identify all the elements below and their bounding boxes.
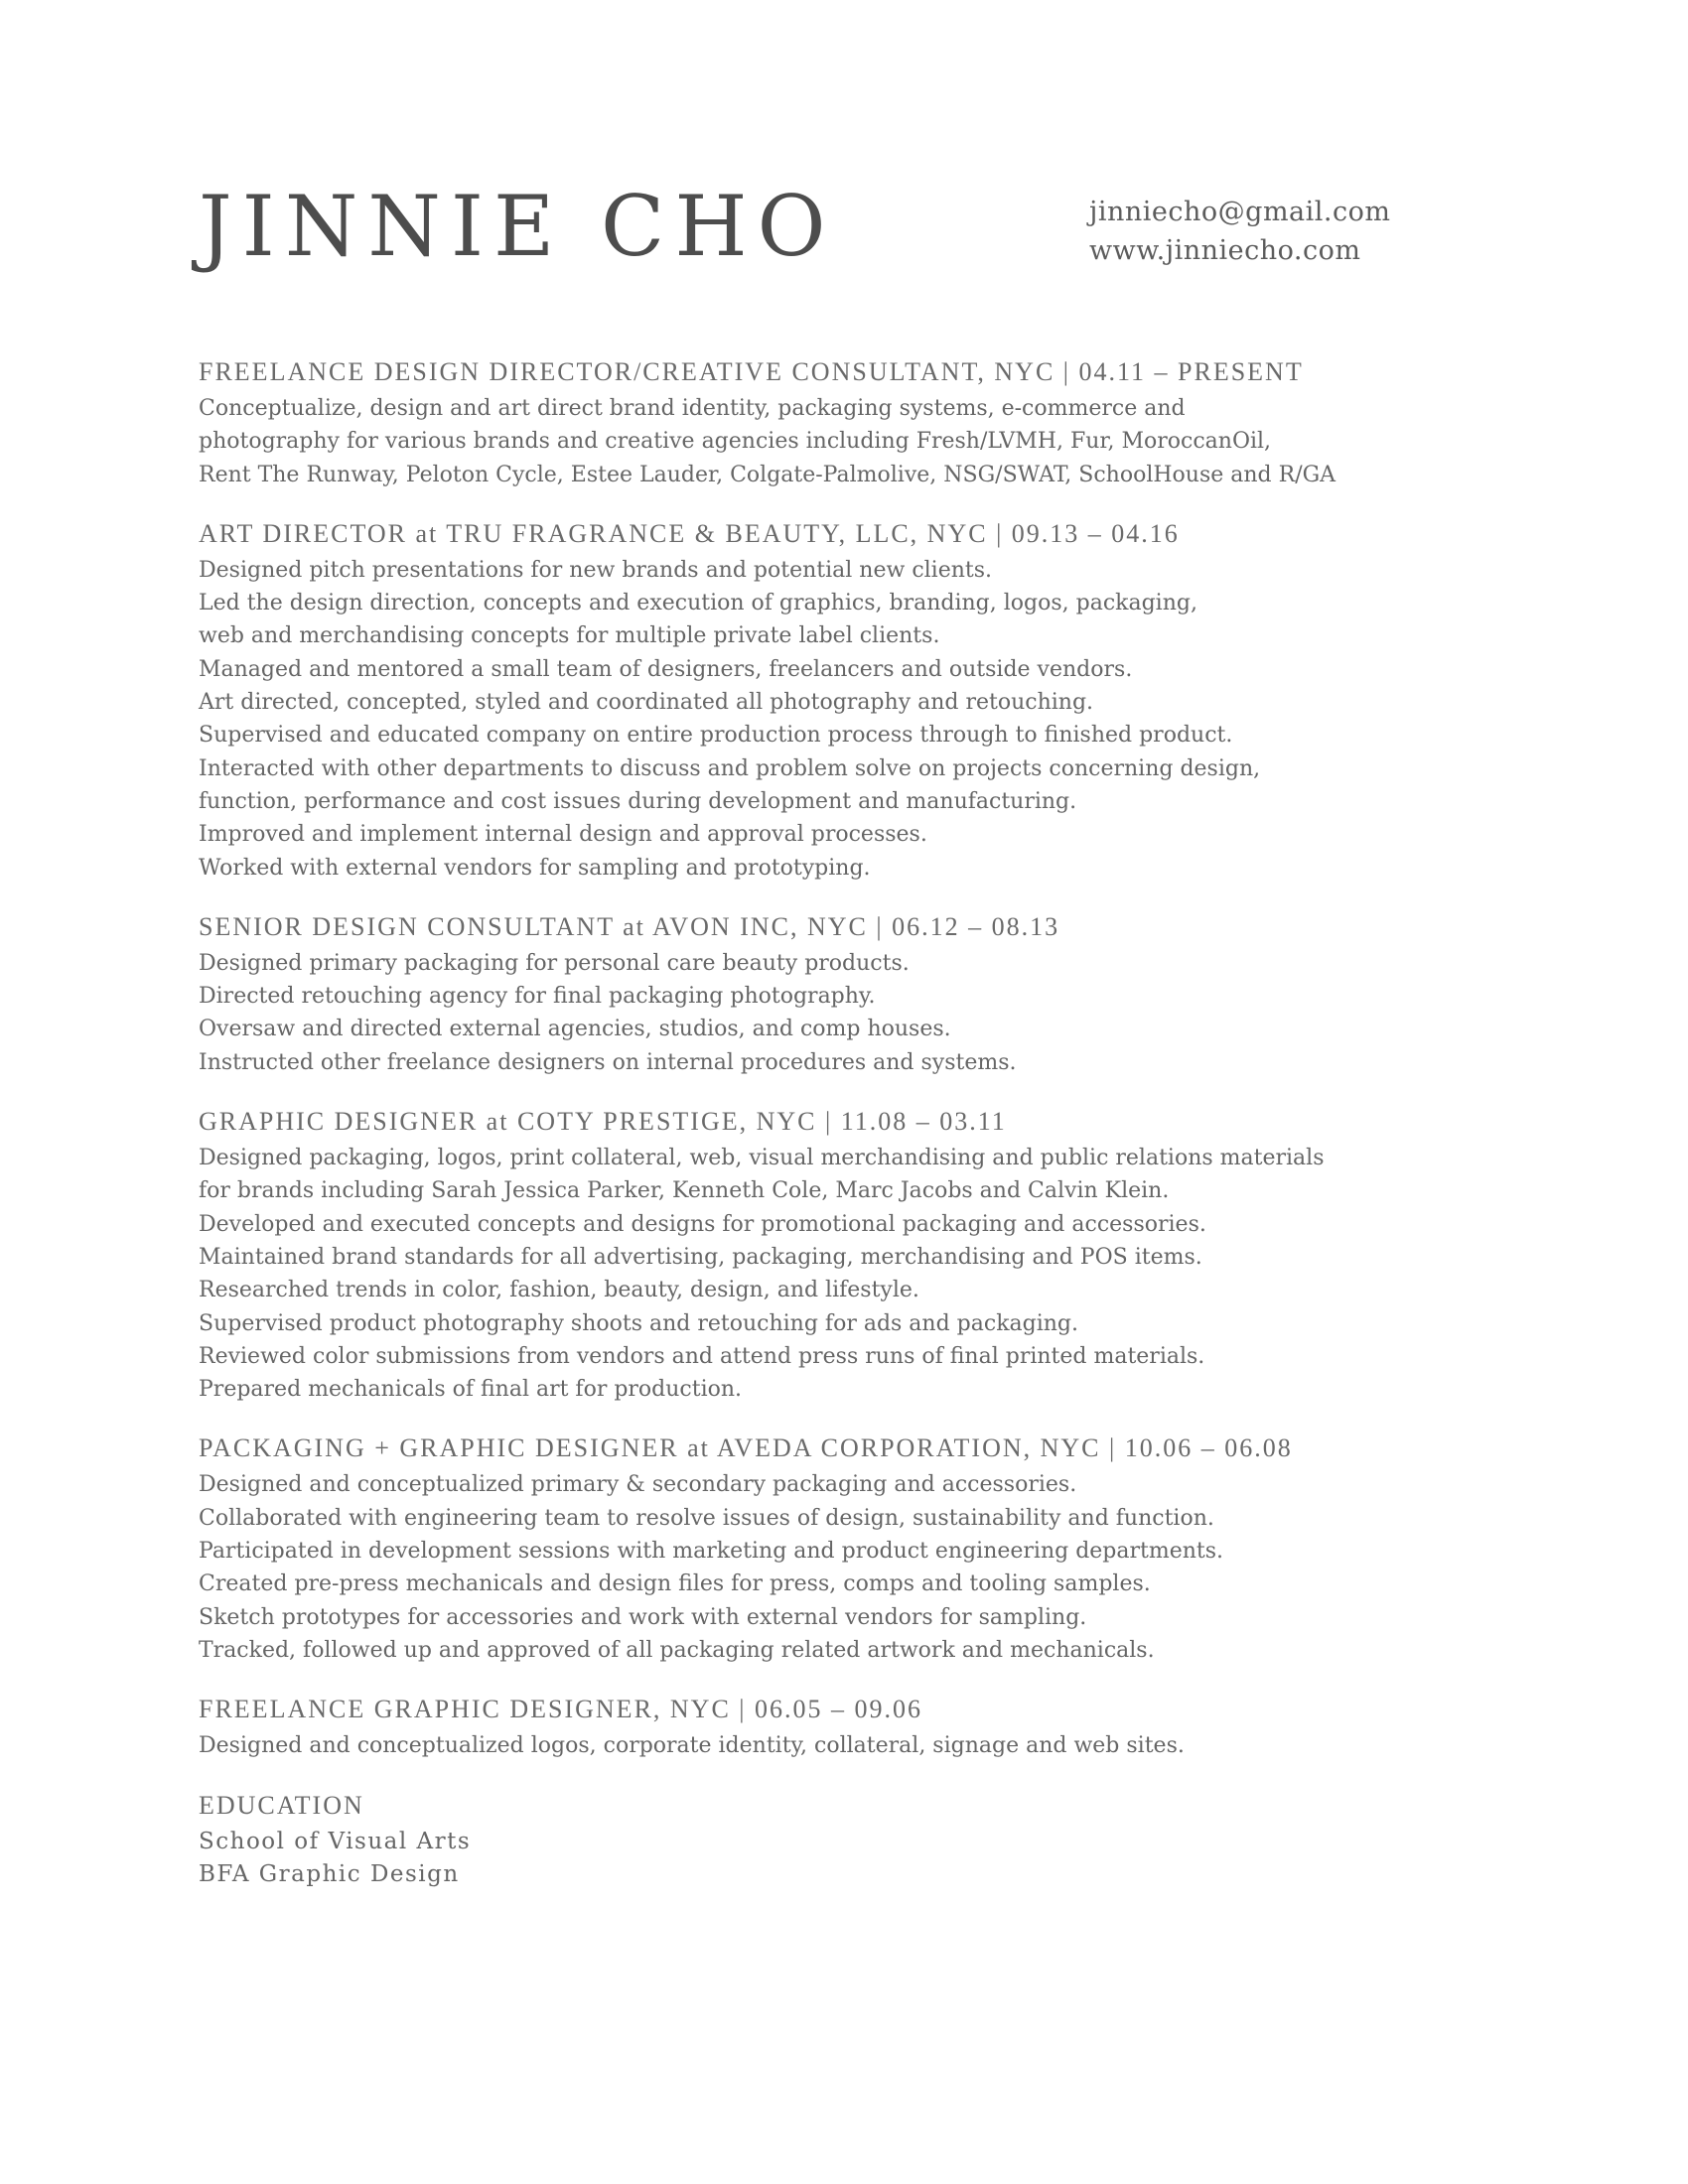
experience-section-coty-prestige (199, 1104, 1489, 1406)
job-heading: FREELANCE DESIGN DIRECTOR/CREATIVE CONSULTANT, NYC | 04.11 – PRESENT (199, 357, 1304, 386)
job-description-line: Supervised product photography shoots and retouching for ads and packaging. (199, 1310, 1079, 1336)
job-heading: SENIOR DESIGN CONSULTANT at AVON INC, NYC | 06.12 – 08.13 (199, 911, 1060, 941)
job-description-line: Designed primary packaging for personal care beauty products. (199, 950, 910, 976)
job-description-line: Rent The Runway, Peloton Cycle, Estee Lauder, Colgate-Palmolive, NSG/SWAT, SchoolHouse and R/GA (199, 462, 1336, 487)
email-address: jinniecho@gmail.com (1089, 197, 1391, 227)
experience-section-avon (199, 909, 1489, 1079)
job-description-line: function, performance and cost issues during development and manufacturing. (199, 788, 1077, 814)
job-description-line: Maintained brand standards for all advertising, packaging, merchandising and POS items. (199, 1244, 1202, 1270)
resume-name: JINNIE CHO (199, 178, 836, 275)
job-description-line: Designed pitch presentations for new brands and potential new clients. (199, 557, 993, 583)
job-heading: GRAPHIC DESIGNER at COTY PRESTIGE, NYC | 11.08 – 03.11 (199, 1107, 1007, 1137)
job-description-line: Created pre-press mechanicals and design files for press, comps and tooling samples. (199, 1571, 1151, 1597)
job-description-line: Oversaw and directed external agencies, studios, and comp houses. (199, 1017, 951, 1042)
job-description-line: Managed and mentored a small team of designers, freelancers and outside vendors. (199, 656, 1133, 682)
job-description-line: Researched trends in color, fashion, beauty, design, and lifestyle. (199, 1278, 919, 1303)
job-description-line: Improved and implement internal design and approval processes. (199, 822, 927, 848)
job-description-line: photography for various brands and creative agencies including Fresh/LVMH, Fur, MoroccanOil, (199, 429, 1272, 455)
education-degree: BFA Graphic Design (199, 1860, 460, 1887)
education-section (199, 1788, 1489, 1892)
job-description-line: Designed and conceptualized logos, corporate identity, collateral, signage and web sites. (199, 1733, 1185, 1759)
education-heading: EDUCATION (199, 1790, 364, 1820)
experience-section-aveda (199, 1431, 1489, 1667)
job-description-line: for brands including Sarah Jessica Parker, Kenneth Cole, Marc Jacobs and Calvin Klein. (199, 1178, 1170, 1204)
job-description-line: Reviewed color submissions from vendors and attend press runs of final printed materials. (199, 1343, 1205, 1369)
website-address: www.jinniecho.com (1089, 235, 1361, 266)
experience-section-freelance-graphic-designer (199, 1692, 1489, 1762)
job-description-line: web and merchandising concepts for multiple private label clients. (199, 623, 940, 649)
job-description-line: Designed and conceptualized primary & secondary packaging and accessories. (199, 1472, 1077, 1498)
contact-block (1089, 193, 1390, 270)
job-description-line: Participated in development sessions with marketing and product engineering departments. (199, 1539, 1224, 1565)
job-description-line: Art directed, concepted, styled and coordinated all photography and retouching. (199, 690, 1094, 716)
job-description-line: Designed packaging, logos, print collateral, web, visual merchandising and public relations materials (199, 1146, 1325, 1171)
experience-section-freelance-design-director (199, 354, 1489, 491)
job-description-line: Collaborated with engineering team to resolve issues of design, sustainability and function. (199, 1505, 1214, 1531)
job-description-line: Prepared mechanicals of final art for production. (199, 1377, 743, 1403)
job-description-line: Directed retouching agency for final packaging photography. (199, 984, 876, 1010)
job-description-line: Led the design direction, concepts and execution of graphics, branding, logos, packaging, (199, 591, 1197, 616)
job-description-line: Worked with external vendors for sampling and prototyping. (199, 855, 871, 881)
education-school: School of Visual Arts (199, 1828, 472, 1854)
job-description-line: Sketch prototypes for accessories and work with external vendors for sampling. (199, 1604, 1087, 1630)
job-description-line: Developed and executed concepts and designs for promotional packaging and accessories. (199, 1211, 1206, 1237)
experience-section-tru-fragrance (199, 516, 1489, 885)
job-description-line: Tracked, followed up and approved of all packaging related artwork and mechanicals. (199, 1637, 1155, 1663)
job-description-line: Conceptualize, design and art direct brand identity, packaging systems, e-commerce and (199, 396, 1186, 421)
job-heading: FREELANCE GRAPHIC DESIGNER, NYC | 06.05 – 09.06 (199, 1695, 923, 1724)
resume-content (199, 354, 1489, 1891)
job-description-line: Instructed other freelance designers on internal procedures and systems. (199, 1049, 1017, 1075)
job-heading: PACKAGING + GRAPHIC DESIGNER at AVEDA CORPORATION, NYC | 10.06 – 06.08 (199, 1433, 1293, 1463)
job-description-line: Supervised and educated company on entire production process through to finished product. (199, 723, 1233, 749)
job-heading: ART DIRECTOR at TRU FRAGRANCE & BEAUTY, LLC, NYC | 09.13 – 04.16 (199, 518, 1180, 548)
job-description-line: Interacted with other departments to discuss and problem solve on projects concerning design, (199, 755, 1261, 781)
